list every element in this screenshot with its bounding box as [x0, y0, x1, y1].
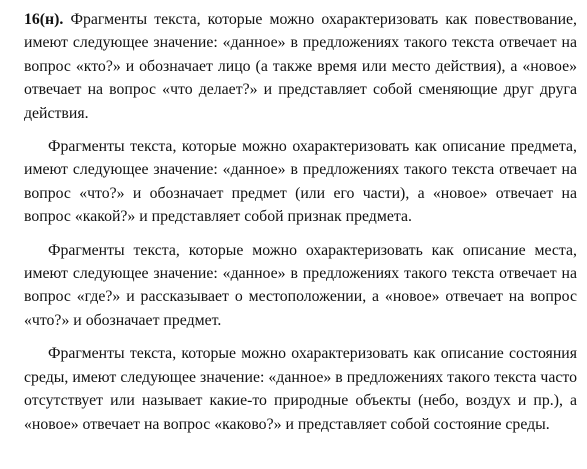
task-number: 16(н). — [24, 11, 64, 28]
paragraph-environment-description: Фрагменты текста, которые можно охарактеризовать как описание состояния среды, имеют следующее значение: «данное» в предложениях такого текста часто отсутствует или называет какие-то природные объекты (небо, воздух и пр.), а «новое» отвечает на вопрос «каково?» и представляет собой состояние среды. — [24, 345, 577, 433]
paragraph-object-description: Фрагменты текста, которые можно охарактеризовать как описание предмета, имеют следующее значение: «данное» в предложениях такого текста отвечает на вопрос «что?» и обозначает предмет (или его части), а «новое» отвечает на вопрос «какой?» и представляет собой признак предмета. — [24, 138, 577, 226]
paragraph-text: Фрагменты текста, которые можно охарактеризовать как повествование, имеют следующее значение: «данное» в предложениях такого текста отвечает на вопрос «кто?» и обозначает лицо (а также время или место действия), а «новое» отвечает на вопрос «что делает?» и представляет собой сменяющие друг друга действия. — [24, 11, 577, 122]
paragraph-narration — [24, 8, 577, 125]
paragraph-place-description: Фрагменты текста, которые можно охарактеризовать как описание места, имеют следующее значение: «данное» в предложениях такого текста отвечает на вопрос «где?» и рассказывает о местоположении, а «новое» отвечает на вопрос «что?» и обозначает предмет. — [24, 241, 577, 329]
